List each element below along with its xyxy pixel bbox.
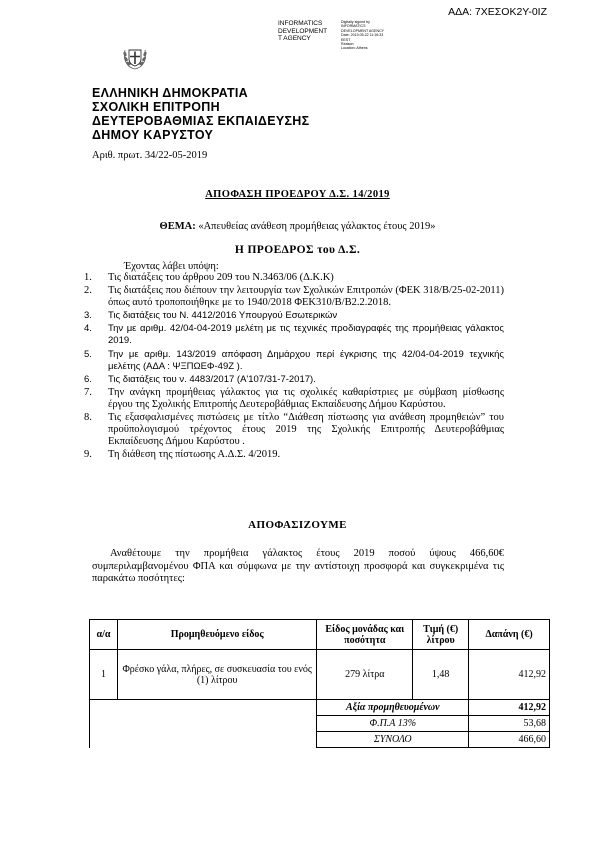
ada-code: ΑΔΑ: 7ΧΕΣΟΚ2Υ-0ΙΖ (448, 6, 547, 18)
list-item (84, 349, 504, 373)
list-item (84, 412, 504, 448)
item-number: 1. (84, 272, 92, 283)
grand-total-label: ΣΥΝΟΛΟ (317, 732, 469, 748)
empty-cell (90, 700, 317, 748)
cell-cost: 412,92 (469, 650, 550, 700)
grand-total-value: 466,60 (469, 732, 550, 748)
subject-line (0, 221, 595, 232)
header-line: ΔΕΥΤΕΡΟΒΑΘΜΙΑΣ ΕΚΠΑΙΔΕΥΣΗΣ (92, 114, 310, 128)
header-item: Προμηθευόμενο είδος (117, 620, 316, 650)
signature-block (278, 20, 327, 43)
item-number: 6. (84, 373, 92, 385)
item-text: Την με αριθμ. 42/04-04-2019 μελέτη με τις τεχνικές προδιαγραφές της προμήθειας γάλακτος 2019. (108, 323, 504, 347)
president-title: Η ΠΡΟΕΔΡΟΣ του Δ.Σ. (234, 244, 361, 256)
item-number: 7. (84, 386, 92, 398)
decision-title: ΑΠΟΦΑΣΗ ΠΡΟΕΔΡΟΥ Δ.Σ. 14/2019 (205, 189, 390, 200)
list-item (84, 387, 504, 411)
protocol-number: Αριθ. πρωτ. 34/22-05-2019 (92, 150, 208, 161)
item-text: Τη διάθεση της πίστωσης Α.Δ.Σ. 4/2019. (108, 449, 281, 461)
cell-no: 1 (90, 650, 118, 700)
item-number: 3. (84, 310, 92, 322)
signature-detail: Date: 2019.05.22 11:16:33 (341, 33, 384, 38)
cell-unit: 279 λίτρα (317, 650, 413, 700)
subtotal-value: 412,92 (469, 700, 550, 716)
item-number: 8. (84, 412, 92, 424)
subject-text: «Απευθείας ανάθεση προμήθειας γάλακτος έτους 2019» (195, 221, 436, 232)
signature-detail: Reason: (341, 42, 355, 47)
item-text: Τις διατάξεις του ν. 4483/2017 (Α'107/31-7-2017). (108, 373, 316, 385)
item-text: Τις διατάξεις που διέπουν την λειτουργία των Σχολικών Επιτροπών (ΦΕΚ 318/Β/25-02-2011) όπως αυτό τροποποιήθηκε με το 1940/2018 ΦΕΚ310/Β/Β2.2.2018. (108, 285, 504, 309)
having-regard: Έχοντας λάβει υπόψη: (124, 261, 219, 272)
signature-line: DEVELOPMENT (278, 27, 328, 35)
header-price: Τιμή (€) λίτρου (413, 620, 469, 650)
decision-paragraph: Αναθέτουμε την προμήθεια γάλακτος έτους 2019 ποσού ύψους 466,60€ συμπεριλαμβανομένου ΦΠΑ και σύμφωνα με την αντίστοιχη προσφορά και συγκεκριμένα τις παρακάτω ποσότητες: (92, 548, 504, 584)
signature-details (341, 20, 413, 51)
item-number: 2. (84, 285, 92, 297)
item-text: Την με αριθμ. 143/2019 απόφαση Δημάρχου περί έγκρισης της 42/04-04-2019 τεχνικής μελέτης (ΑΔΑ : ΨΞΠΩΕΦ-49Ζ ). (108, 348, 504, 372)
supply-table (89, 619, 550, 748)
header-no: α/α (90, 620, 118, 650)
list-item (84, 285, 504, 309)
subject-label: ΘΕΜΑ: (159, 221, 196, 232)
header-line: ΣΧΟΛΙΚΗ ΕΠΙΤΡΟΠΗ (92, 100, 220, 114)
list-item (84, 374, 504, 386)
vat-value: 53,68 (469, 716, 550, 732)
header-unit: Είδος μονάδας και ποσότητα (317, 620, 413, 650)
vat-label: Φ.Π.Α 13% (317, 716, 469, 732)
subtotal-label: Αξία προμηθευομένων (317, 700, 469, 716)
table-row (90, 650, 550, 700)
signature-detail: EEST (341, 37, 351, 42)
item-text: Τις διατάξεις του άρθρου 209 του Ν.3463/06 (Δ.Κ.Κ) (108, 272, 334, 283)
table-header-row (90, 620, 550, 650)
authority-header (92, 86, 309, 142)
signature-line: INFORMATICS (278, 20, 323, 27)
considerations-list (84, 272, 504, 462)
item-number: 9. (84, 449, 92, 461)
decide-title: ΑΠΟΦΑΣΙΖΟΥΜΕ (248, 519, 347, 531)
signature-line: T AGENCY (278, 35, 311, 42)
list-item (84, 449, 504, 461)
signature-detail: DEVELOPMENT AGENCY (341, 28, 385, 33)
signature-detail: INFORMATICS (341, 24, 366, 29)
header-line: ΔΗΜΟΥ ΚΑΡΥΣΤΟΥ (92, 128, 214, 142)
list-item (84, 272, 504, 284)
item-text: Τις διατάξεις του Ν. 4412/2016 Υπουργού Εσωτερικών (108, 310, 338, 322)
item-text: Την ανάγκη προμήθειας γάλακτος για τις σχολικές καθαρίστριες με σύμβαση μίσθωσης έργου της Σχολικής Επιτροπής Δευτεροβάθμιας Εκπαίδευσης Δήμου Καρύστου. (108, 386, 504, 410)
signature-detail: Location: Athens (341, 46, 368, 51)
item-number: 4. (84, 323, 92, 335)
item-text: Τις εξασφαλισμένες πιστώσεις με τίτλο “Διάθεση πίστωσης για ανάθεση προμηθειών” του προϋπολογισμού τρέχοντος έτους 2019 της Σχολικής Επιτροπής Δευτεροβάθμιας Εκπαίδευσης Δήμου Καρύστου . (108, 412, 504, 448)
list-item (84, 310, 504, 322)
list-item (84, 323, 504, 347)
total-row (90, 700, 550, 716)
greek-emblem-icon (120, 42, 150, 72)
cell-price: 1,48 (413, 650, 469, 700)
cell-item: Φρέσκο γάλα, πλήρες, σε συσκευασία του ενός (1) λίτρου (117, 650, 316, 700)
item-number: 5. (84, 348, 92, 360)
header-cost: Δαπάνη (€) (469, 620, 550, 650)
header-line: ΕΛΛΗΝΙΚΗ ΔΗΜΟΚΡΑΤΙΑ (92, 86, 249, 100)
signature-detail: Digitally signed by (341, 20, 370, 24)
